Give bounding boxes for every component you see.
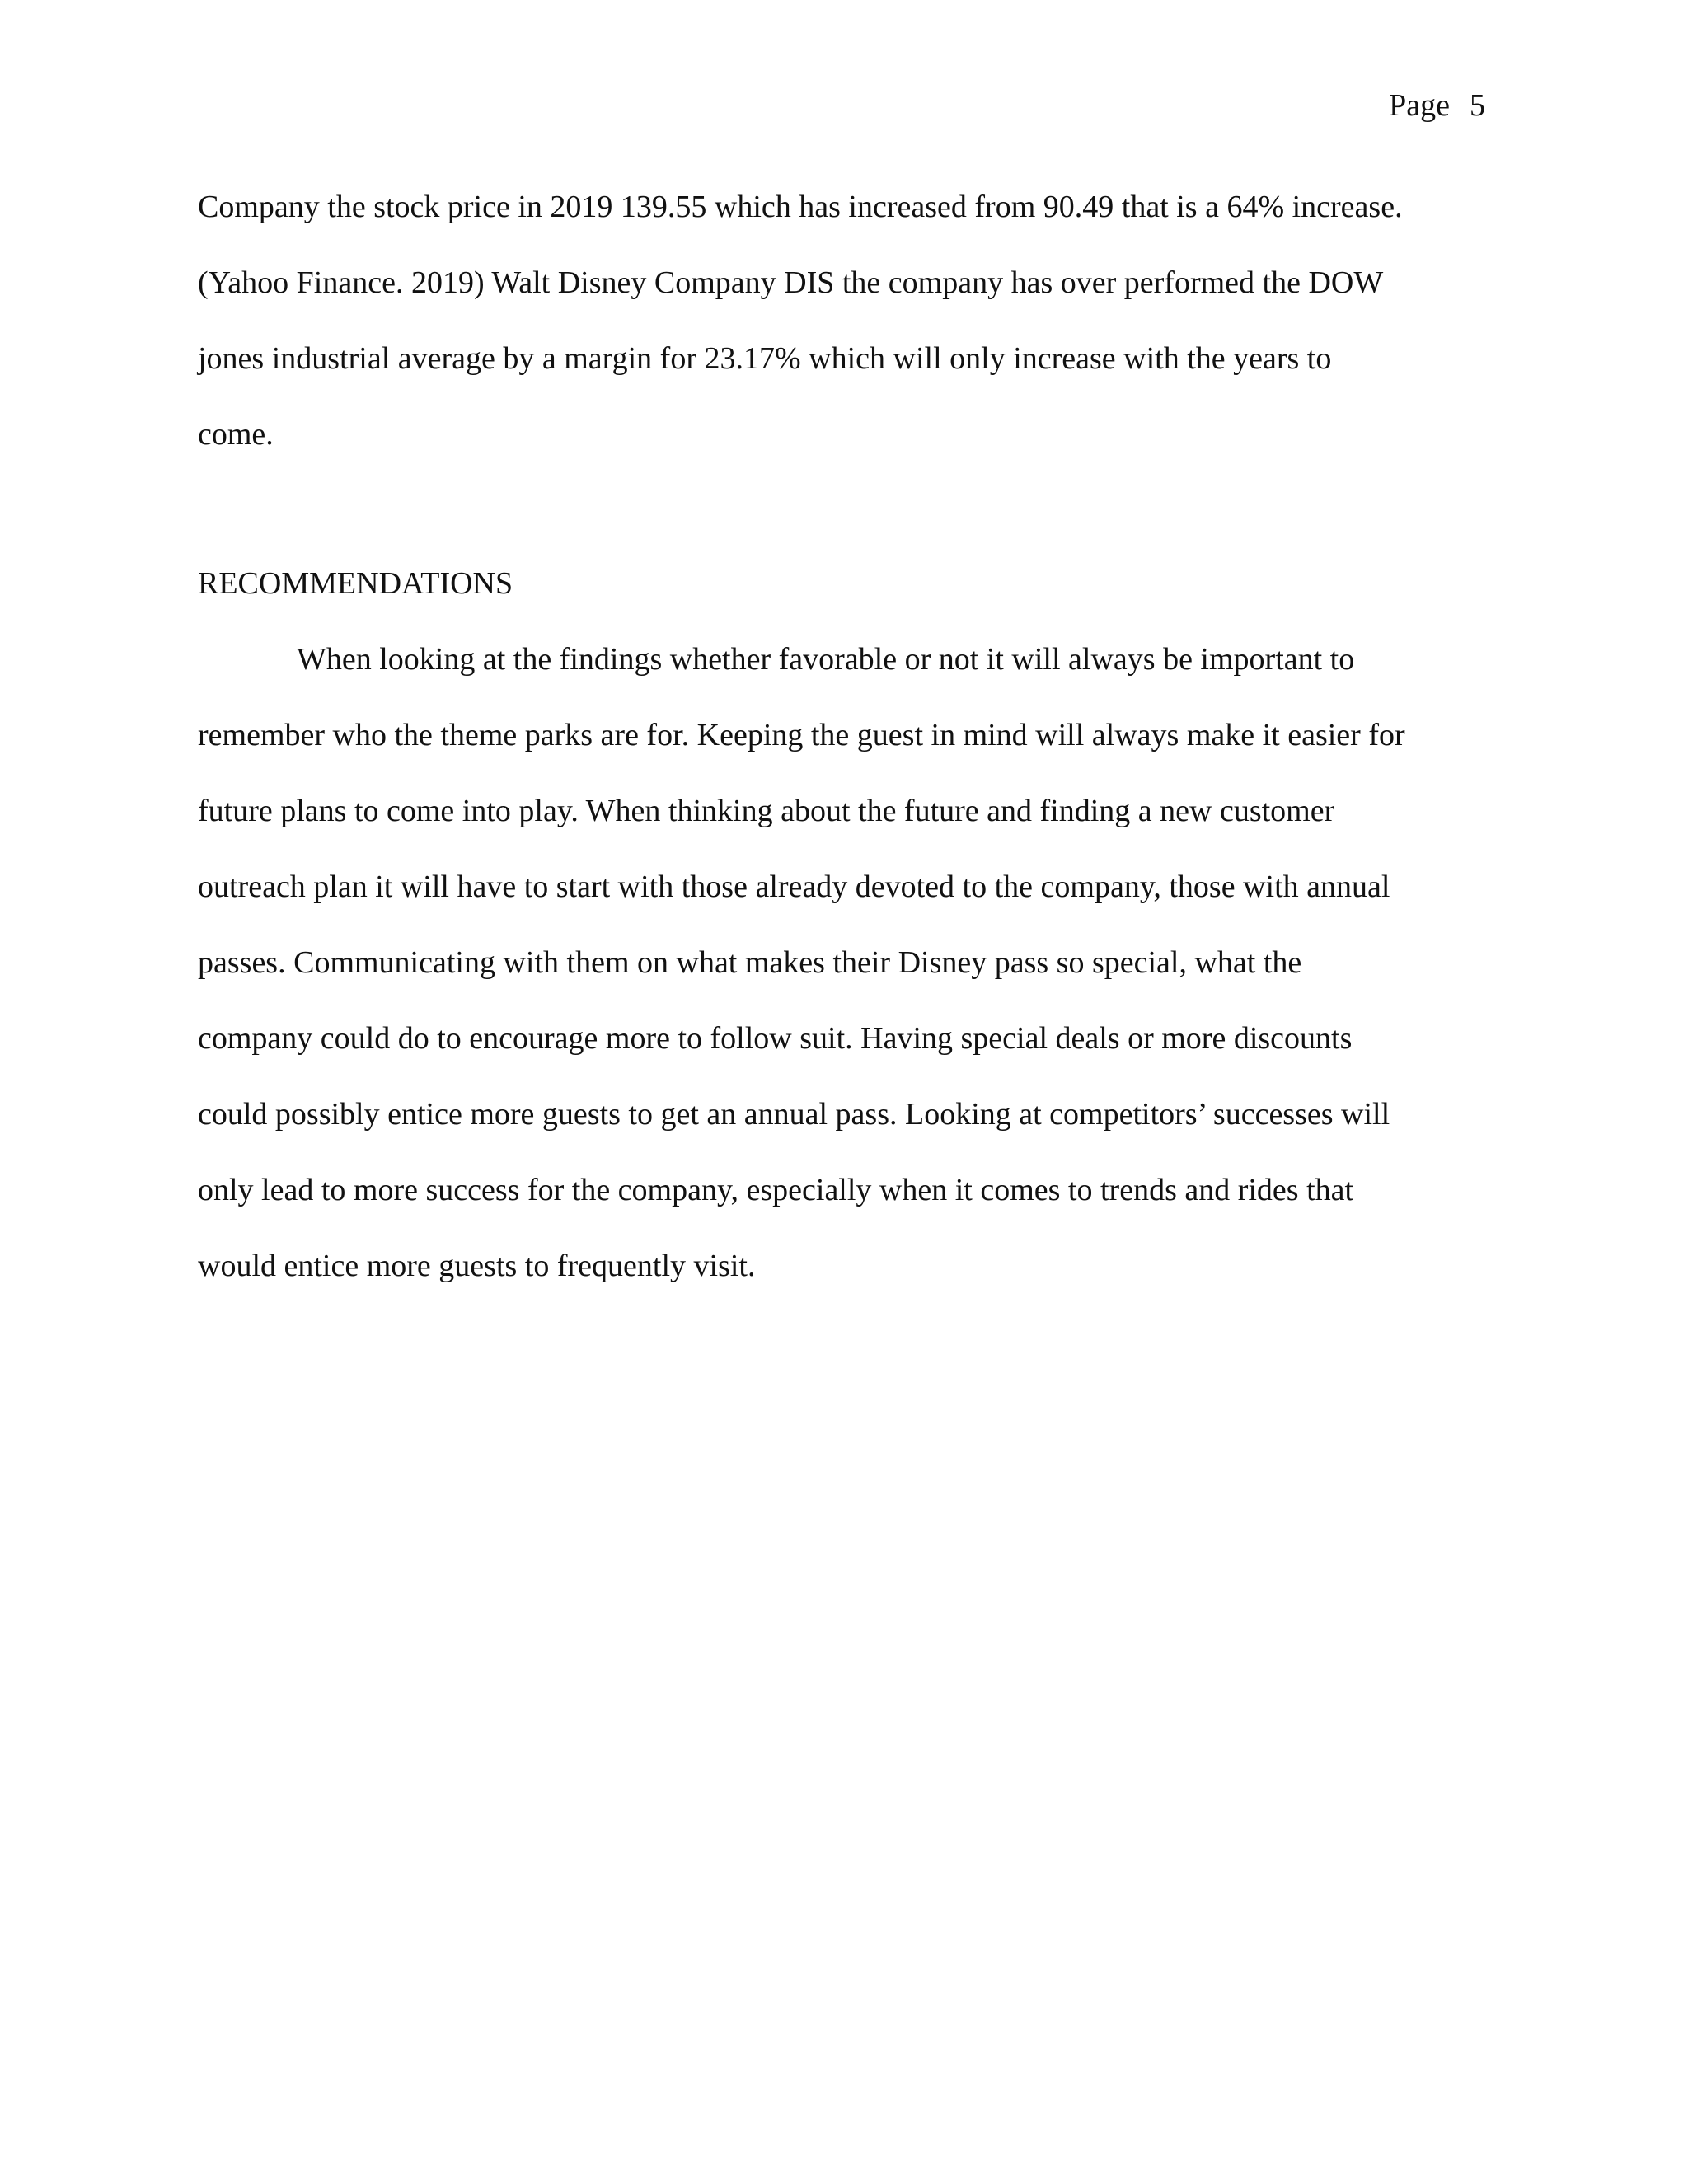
text-line: could possibly entice more guests to get an annual pass. Looking at competitors’ successes will [198, 1097, 1390, 1132]
page-label: Page [1389, 88, 1450, 123]
text-line: Company the stock price in 2019 139.55 which has increased from 90.49 that is a 64% increase. [198, 190, 1403, 224]
paragraph-recommendations [198, 621, 1500, 1304]
text-line: company could do to encourage more to follow suit. Having special deals or more discounts [198, 1021, 1353, 1056]
text-line: would entice more guests to frequently visit. [198, 1249, 756, 1283]
text-line: come. [198, 417, 274, 452]
text-line: future plans to come into play. When thinking about the future and finding a new customer [198, 794, 1335, 828]
page-header [1389, 86, 1485, 125]
text-line: (Yahoo Finance. 2019) Walt Disney Company DIS the company has over performed the DOW [198, 265, 1384, 300]
text-line: only lead to more success for the company, especially when it comes to trends and rides that [198, 1173, 1354, 1207]
page-number: 5 [1470, 88, 1485, 123]
text-line: When looking at the findings whether favorable or not it will always be important to [297, 642, 1355, 677]
paragraph-stock-performance [198, 169, 1500, 472]
text-line: jones industrial average by a margin for 23.17% which will only increase with the years to [198, 341, 1332, 376]
text-line: remember who the theme parks are for. Keeping the guest in mind will always make it easier for [198, 718, 1405, 752]
text-line: passes. Communicating with them on what makes their Disney pass so special, what the [198, 945, 1302, 980]
text-line: outreach plan it will have to start with those already devoted to the company, those with annual [198, 869, 1390, 904]
section-heading: RECOMMENDATIONS [198, 566, 513, 601]
